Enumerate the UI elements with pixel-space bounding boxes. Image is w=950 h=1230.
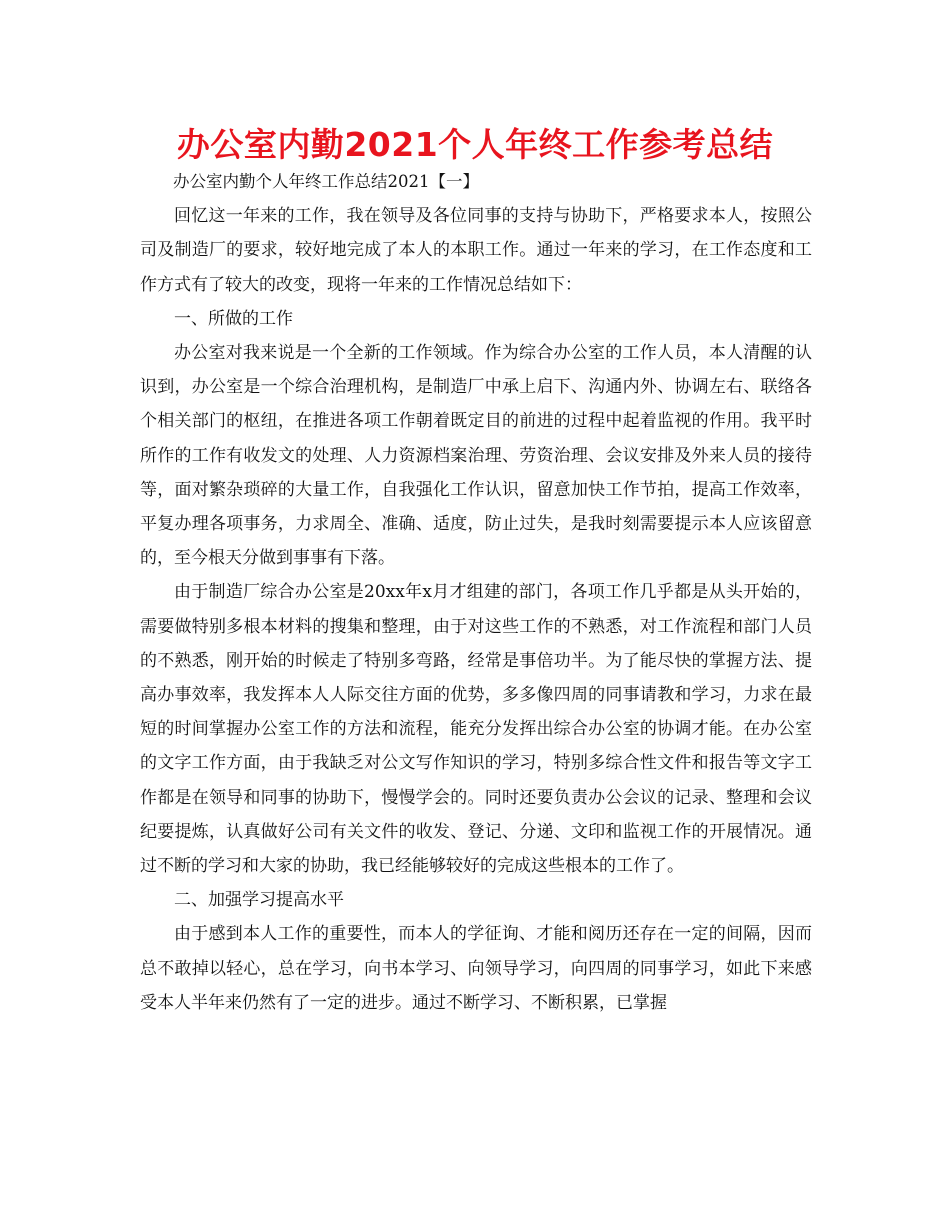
document-subtitle: 办公室内勤个人年终工作总结2021【一】 <box>173 172 479 191</box>
intro-paragraph: 回忆这一年来的工作，我在领导及各位同事的支持与协助下，严格要求本人，按照公司及制造厂的要求，较好地完成了本人的本职工作。通过一年来的学习，在工作态度和工作方式有了较大的改变，现将一年来的工作情况总结如下： <box>140 206 812 295</box>
document-title: 办公室内勤2021个人年终工作参考总结 <box>176 125 774 164</box>
study-paragraph: 由于感到本人工作的重要性，而本人的学征询、才能和阅历还存在一定的间隔，因而总不敢掉以轻心，总在学习，向书本学习、向领导学习，向四周的同事学习，如此下来感受本人半年来仍然有了一定的进步。通过不断学习、不断积累，已掌握 <box>140 924 812 1013</box>
section-heading-study: 二、加强学习提高水平 <box>174 890 344 911</box>
document-body <box>140 165 812 1020</box>
section-heading-work-done: 一、所做的工作 <box>174 308 293 329</box>
work-done-paragraph-2: 由于制造厂综合办公室是20xx年x月才组建的部门，各项工作几乎都是从头开始的，需要做特别多根本材料的搜集和整理，由于对这些工作的不熟悉，对工作流程和部门人员的不熟悉，刚开始的时候走了特别多弯路，经常是事倍功半。为了能尽快的掌握方法、提高办事效率，我发挥本人人际交往方面的优势，多多像四周的同事请教和学习，力求在最短的时间掌握办公室工作的方法和流程，能充分发挥出综合办公室的协调才能。在办公室的文字工作方面，由于我缺乏对公文写作知识的学习，特别多综合性文件和报告等文字工作都是在领导和同事的协助下，慢慢学会的。同时还要负责办公会议的记录、整理和会议纪要提炼，认真做好公司有关文件的收发、登记、分递、文印和监视工作的开展情况。通过不断的学习和大家的协助，我已经能够较好的完成这些根本的工作了。 <box>140 582 812 877</box>
work-done-paragraph-1: 办公室对我来说是一个全新的工作领域。作为综合办公室的工作人员，本人清醒的认识到，办公室是一个综合治理机构，是制造厂中承上启下、沟通内外、协调左右、联络各个相关部门的枢纽，在推进各项工作朝着既定目的前进的过程中起着监视的作用。我平时所作的工作有收发文的处理、人力资源档案治理、劳资治理、会议安排及外来人员的接待等，面对繁杂琐碎的大量工作，自我强化工作认识，留意加快工作节拍，提高工作效率，平复办理各项事务，力求周全、准确、适度，防止过失，是我时刻需要提示本人应该留意的，至今根天分做到事事有下落。 <box>140 343 812 569</box>
